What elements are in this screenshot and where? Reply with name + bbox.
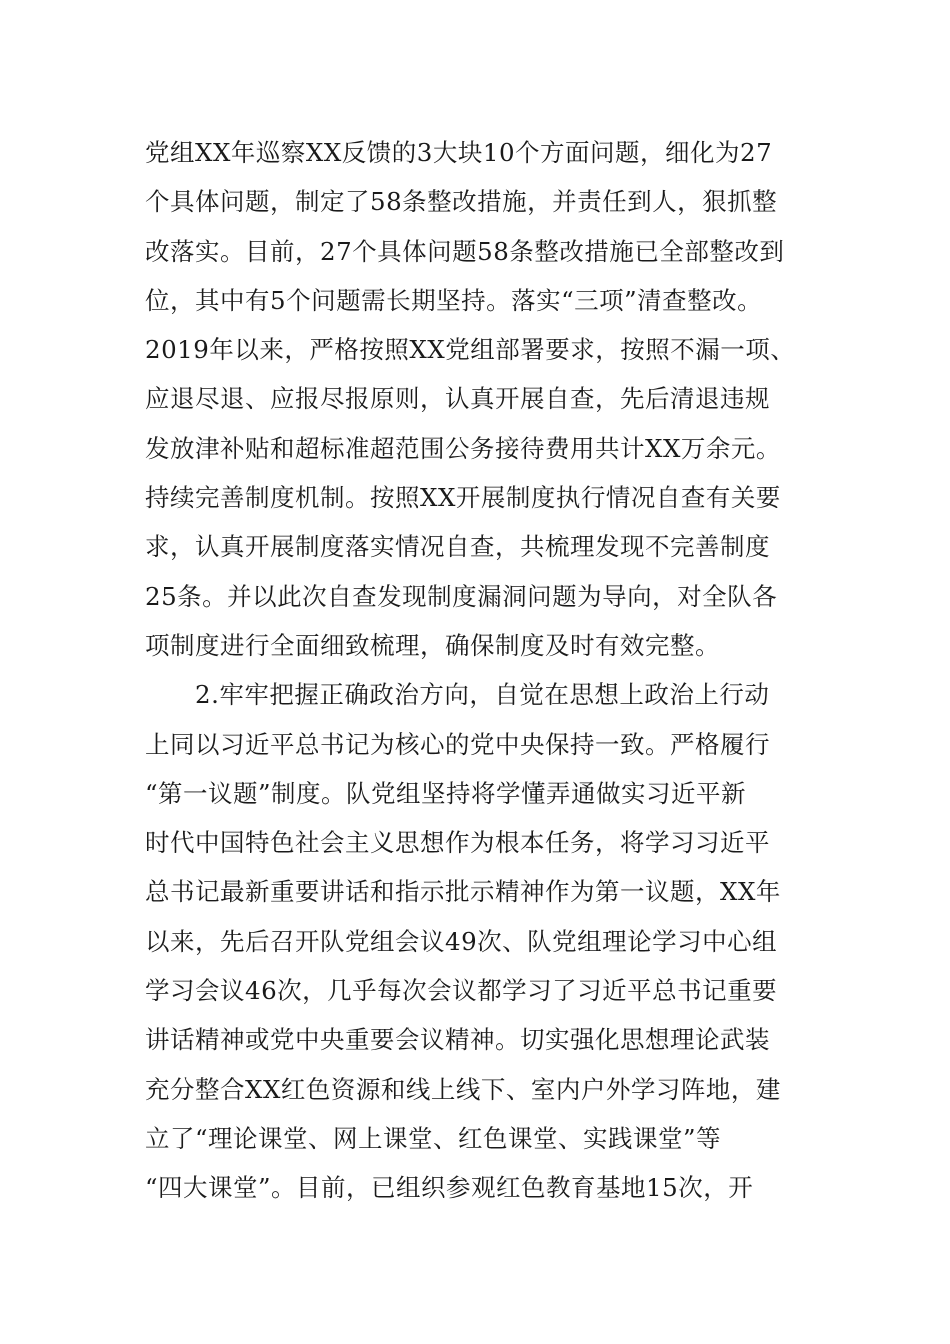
text-line: 求，认真开展制度落实情况自查，共梳理发现不完善制度 xyxy=(145,532,770,562)
text-line: 25条。并以此次自查发现制度漏洞问题为导向，对全队各 xyxy=(145,581,778,611)
text-line: “第一议题”制度。队党组坚持将学懂弄通做实习近平新 xyxy=(145,778,747,808)
text-line: 讲话精神或党中央重要会议精神。切实强化思想理论武装 xyxy=(145,1025,770,1055)
text-line: 2019年以来，严格按照XX党组部署要求，按照不漏一项、 xyxy=(145,335,796,365)
body-text xyxy=(145,128,845,1213)
paragraph-start-line: 2.牢牢把握正确政治方向，自觉在思想上政治上行动 xyxy=(195,680,770,710)
text-line: 位，其中有5个问题需长期坚持。落实“三项”清查整改。 xyxy=(145,285,763,315)
text-line: 立了“理论课堂、网上课堂、红色课堂、实践课堂”等 xyxy=(145,1123,722,1153)
text-line: 应退尽退、应报尽报原则，认真开展自查，先后清退违规 xyxy=(145,384,770,414)
text-line: 时代中国特色社会主义思想作为根本任务，将学习习近平 xyxy=(145,828,770,858)
text-line: 个具体问题，制定了58条整改措施，并责任到人，狠抓整 xyxy=(145,187,778,217)
text-line: 充分整合XX红色资源和线上线下、室内户外学习阵地，建 xyxy=(145,1074,781,1104)
text-line: 以来，先后召开队党组会议49次、队党组理论学习中心组 xyxy=(145,926,778,956)
text-line: 上同以习近平总书记为核心的党中央保持一致。严格履行 xyxy=(145,729,770,759)
text-line: 改落实。目前，27个具体问题58条整改措施已全部整改到 xyxy=(145,236,785,266)
text-line: 党组XX年巡察XX反馈的3大块10个方面问题，细化为27 xyxy=(145,138,773,167)
text-line: 项制度进行全面细致梳理，确保制度及时有效完整。 xyxy=(145,630,720,660)
text-line: 总书记最新重要讲话和指示批示精神作为第一议题，XX年 xyxy=(145,877,781,907)
text-line: 持续完善制度机制。按照XX开展制度执行情况自查有关要 xyxy=(145,483,781,513)
text-line: “四大课堂”。目前，已组织参观红色教育基地15次，开 xyxy=(145,1173,754,1203)
text-line: 发放津补贴和超标准超范围公务接待费用共计XX万余元。 xyxy=(145,433,781,463)
text-line: 学习会议46次，几乎每次会议都学习了习近平总书记重要 xyxy=(145,976,778,1006)
